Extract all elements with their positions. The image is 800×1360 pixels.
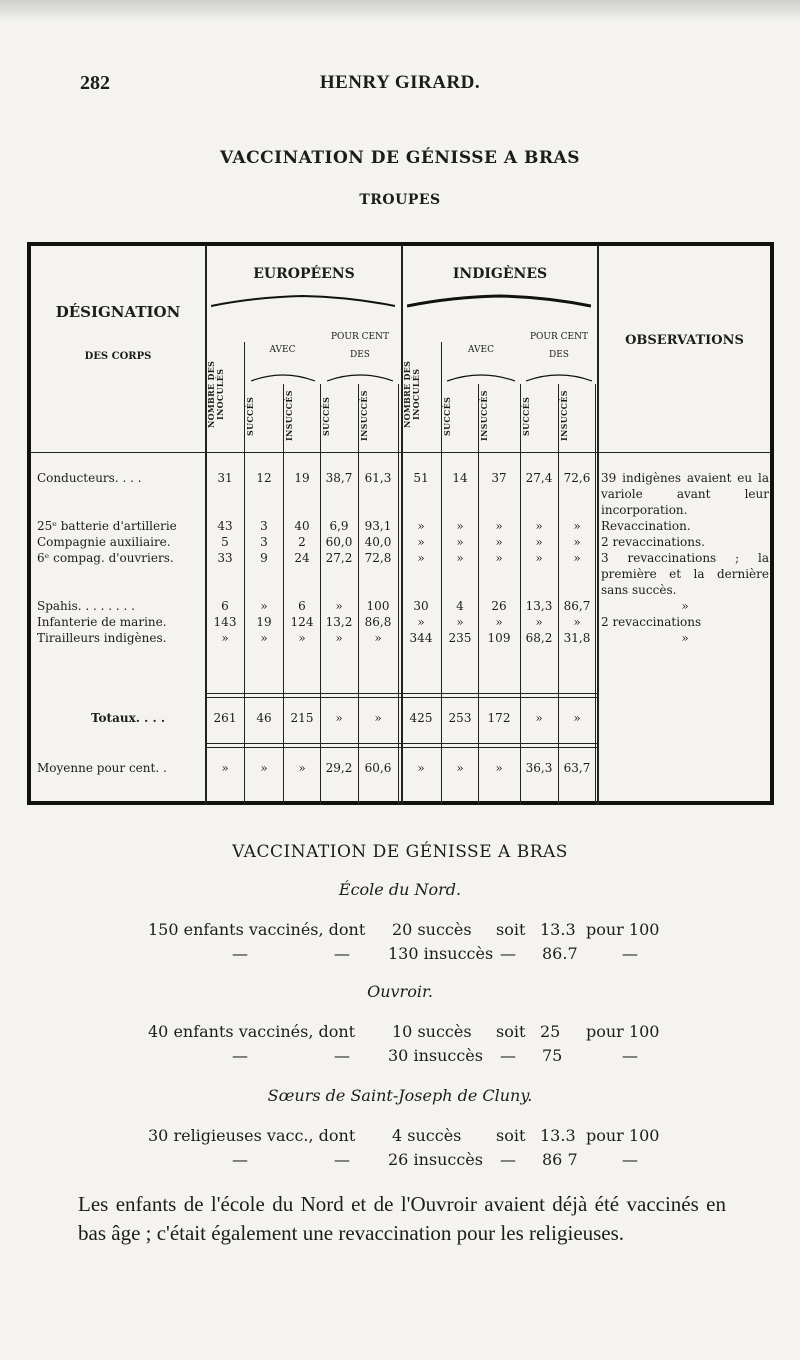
eu-insucces-header: INSUCCÈS <box>284 390 294 442</box>
eu-pourcent-header: POUR CENT DES <box>331 332 389 360</box>
table-cell: 86,7 <box>563 599 591 613</box>
stat-line-1-part: pour 100 <box>586 920 660 939</box>
table-cell: » <box>417 761 425 775</box>
table-cell: 12 <box>256 471 272 485</box>
table-cell: » <box>298 761 306 775</box>
eu-avec-header: AVEC <box>269 345 296 355</box>
row-label: Tirailleurs indigènes. <box>37 631 167 645</box>
in-avec-brace <box>447 374 515 382</box>
stat-line-2-part: 75 <box>542 1046 563 1065</box>
table-cell: » <box>221 761 229 775</box>
stat-line-1-part: pour 100 <box>586 1126 660 1145</box>
row-label: Totaux. . . . <box>91 711 165 725</box>
stat-line-1-part: 25 <box>540 1022 561 1041</box>
table-cell: 72,8 <box>364 551 392 565</box>
stat-line-2-part: — <box>334 1150 350 1169</box>
stat-line-1-part: 13.3 <box>540 920 576 939</box>
eu-pc-insucces-header: INSUCCÈS <box>359 390 369 442</box>
table-cell: » <box>495 519 503 533</box>
table-cell: 9 <box>260 551 268 565</box>
europeens-brace <box>211 294 395 308</box>
table-cell: 93,1 <box>364 519 392 533</box>
stat-line-1-part: soit <box>496 1126 526 1145</box>
stat-line-1-part: 13.3 <box>540 1126 576 1145</box>
table-cell: » <box>335 631 343 645</box>
eu-avec-brace <box>251 374 315 382</box>
table-cell: 143 <box>213 615 237 629</box>
stat-line-2-part: — <box>232 1046 248 1065</box>
table-cell: » <box>417 519 425 533</box>
table-cell: 30 <box>413 599 429 613</box>
obs-tirailleurs: » <box>681 631 689 645</box>
table-cell: 51 <box>413 471 429 485</box>
table-cell: 253 <box>448 711 472 725</box>
closing-paragraph: Les enfants de l'école du Nord et de l'Ouvroir avaient déjà été vaccinés en bas âge ; c'était également une revaccination pour les religieuses. <box>78 1192 726 1245</box>
in-avec-header: AVEC <box>467 345 494 355</box>
table-cell: 3 <box>260 535 268 549</box>
table-cell: 13,3 <box>525 599 553 613</box>
school-name: Ouvroir. <box>367 982 433 1001</box>
stat-line-1-part: soit <box>496 920 526 939</box>
stat-line-1-part: pour 100 <box>586 1022 660 1041</box>
table-cell: 6 <box>221 599 229 613</box>
table-cell: » <box>573 711 581 725</box>
stat-line-2-part: 30 insuccès <box>388 1046 483 1065</box>
stat-line-2-part: — <box>622 944 638 963</box>
stat-line-1-part: 150 enfants vaccinés, dont <box>148 920 366 939</box>
designation-subheader: DES CORPS <box>84 351 152 362</box>
table-cell: 63,7 <box>563 761 591 775</box>
stat-line-2-part: — <box>232 944 248 963</box>
table-cell: » <box>456 761 464 775</box>
vaccination-table <box>27 242 774 805</box>
table-cell: 36,3 <box>525 761 553 775</box>
in-pc-insucces-header: INSUCCÈS <box>559 390 569 442</box>
obs-batterie: Revaccination. <box>601 519 691 533</box>
in-pc-succes-header: SUCCÈS <box>521 396 531 436</box>
designation-header: DÉSIGNATION <box>55 303 181 321</box>
table-cell: » <box>417 615 425 629</box>
table-cell: 261 <box>213 711 237 725</box>
stat-line-2-part: — <box>500 944 516 963</box>
obs-conducteurs: 39 indigènes avaient eu la variole avant leur incorporation. <box>601 471 769 517</box>
school-name: École du Nord. <box>338 880 462 899</box>
in-insucces-header: INSUCCÈS <box>479 390 489 442</box>
table-cell: » <box>573 551 581 565</box>
row-label: 25ᵉ batterie d'artillerie <box>37 519 177 533</box>
table-cell: 31 <box>217 471 233 485</box>
stat-line-2-part: 86 7 <box>542 1150 578 1169</box>
table-cell: » <box>260 761 268 775</box>
second-title: VACCINATION DE GÉNISSE A BRAS <box>232 842 568 862</box>
table-cell: 4 <box>456 599 464 613</box>
table-cell: » <box>535 615 543 629</box>
page-number: 282 <box>80 72 110 94</box>
table-cell: 100 <box>366 599 390 613</box>
table-cell: » <box>495 761 503 775</box>
stat-line-2-part: — <box>334 1046 350 1065</box>
table-cell: 33 <box>217 551 233 565</box>
table-cell: » <box>374 711 382 725</box>
table-cell: » <box>374 631 382 645</box>
table-cell: » <box>260 631 268 645</box>
table-cell: 6 <box>298 599 306 613</box>
school-name: Sœurs de Saint-Joseph de Cluny. <box>267 1086 533 1105</box>
table-subtitle: TROUPES <box>359 192 441 208</box>
table-cell: » <box>221 631 229 645</box>
indigenes-brace <box>407 294 591 308</box>
indigenes-header: INDIGÈNES <box>452 266 548 282</box>
table-cell: » <box>495 535 503 549</box>
table-cell: » <box>573 535 581 549</box>
table-cell: 235 <box>448 631 472 645</box>
table-cell: 29,2 <box>325 761 353 775</box>
table-cell: 24 <box>294 551 310 565</box>
table-cell: 2 <box>298 535 306 549</box>
eu-pc-succes-header: SUCCÈS <box>321 396 331 436</box>
eu-pourcent-brace <box>327 374 393 382</box>
row-label: 6ᵉ compag. d'ouvriers. <box>37 551 174 565</box>
table-cell: » <box>456 615 464 629</box>
stat-line-2-part: — <box>622 1150 638 1169</box>
stat-line-2-part: 86.7 <box>542 944 578 963</box>
table-cell: 109 <box>487 631 511 645</box>
table-cell: 14 <box>452 471 468 485</box>
table-cell: 13,2 <box>325 615 353 629</box>
table-cell: 344 <box>409 631 433 645</box>
scan-edge <box>0 0 800 22</box>
obs-infanterie: 2 revaccinations <box>601 615 702 629</box>
row-label: Moyenne pour cent. . <box>37 761 167 775</box>
table-cell: 425 <box>409 711 433 725</box>
stat-line-2-part: — <box>622 1046 638 1065</box>
table-cell: 31,8 <box>563 631 591 645</box>
table-cell: 3 <box>260 519 268 533</box>
table-cell: » <box>298 631 306 645</box>
table-cell: 40 <box>294 519 310 533</box>
stat-line-2-part: — <box>334 944 350 963</box>
table-cell: 19 <box>256 615 272 629</box>
table-cell: 61,3 <box>364 471 392 485</box>
table-cell: 19 <box>294 471 310 485</box>
row-label: Conducteurs. . . . <box>37 471 142 485</box>
running-head: HENRY GIRARD. <box>319 72 481 93</box>
table-cell: 27,2 <box>325 551 353 565</box>
in-pourcent-header: POUR CENT DES <box>530 332 588 360</box>
table-cell: 27,4 <box>525 471 553 485</box>
table-cell: » <box>535 711 543 725</box>
in-nombre-header: NOMBRE DES INOCULÉS <box>402 360 421 428</box>
table-cell: » <box>535 551 543 565</box>
table-title: VACCINATION DE GÉNISSE A BRAS <box>220 148 580 168</box>
stat-line-1-part: 30 religieuses vacc., dont <box>148 1126 356 1145</box>
table-cell: 72,6 <box>563 471 591 485</box>
eu-succes-header: SUCCÈS <box>245 396 255 436</box>
stat-line-1-part: 20 succès <box>392 920 472 939</box>
table-cell: 124 <box>290 615 314 629</box>
table-cell: 60,6 <box>364 761 392 775</box>
table-cell: » <box>535 535 543 549</box>
table-cell: » <box>456 519 464 533</box>
stat-line-2-part: — <box>232 1150 248 1169</box>
table-cell: 215 <box>290 711 314 725</box>
table-cell: » <box>535 519 543 533</box>
table-cell: » <box>573 615 581 629</box>
table-cell: 172 <box>487 711 511 725</box>
europeens-header: EUROPÉENS <box>253 266 355 282</box>
table-cell: » <box>495 551 503 565</box>
table-cell: 38,7 <box>325 471 353 485</box>
table-cell: » <box>573 519 581 533</box>
stat-line-1-part: 4 succès <box>392 1126 462 1145</box>
stat-line-1-part: 10 succès <box>392 1022 472 1041</box>
row-label: Infanterie de marine. <box>37 615 167 629</box>
table-cell: » <box>456 551 464 565</box>
table-cell: » <box>417 551 425 565</box>
eu-nombre-header: NOMBRE DES INOCULÉS <box>206 360 225 428</box>
table-cell: » <box>335 711 343 725</box>
table-cell: 6,9 <box>329 519 349 533</box>
table-cell: 60,0 <box>325 535 353 549</box>
stat-line-2-part: 130 insuccès <box>388 944 494 963</box>
stat-line-1-part: 40 enfants vaccinés, dont <box>148 1022 356 1041</box>
table-cell: 37 <box>491 471 507 485</box>
table-cell: 68,2 <box>525 631 553 645</box>
obs-ouvriers: 3 revaccinations ; la première et la dernière sans succès. <box>601 551 769 597</box>
table-cell: 46 <box>256 711 272 725</box>
table-cell: 40,0 <box>364 535 392 549</box>
stat-line-2-part: — <box>500 1046 516 1065</box>
table-cell: » <box>417 535 425 549</box>
stat-line-1-part: soit <box>496 1022 526 1041</box>
obs-spahis: » <box>681 599 689 613</box>
table-cell: 43 <box>217 519 233 533</box>
row-label: Spahis. . . . . . . . <box>37 599 135 613</box>
row-label: Compagnie auxiliaire. <box>37 535 171 549</box>
table-cell: » <box>456 535 464 549</box>
stat-line-2-part: 26 insuccès <box>388 1150 483 1169</box>
in-pourcent-brace <box>526 374 592 382</box>
table-cell: » <box>260 599 268 613</box>
table-cell: 26 <box>491 599 507 613</box>
in-succes-header: SUCCÈS <box>442 396 452 436</box>
stat-line-2-part: — <box>500 1150 516 1169</box>
table-cell: » <box>335 599 343 613</box>
table-cell: 5 <box>221 535 229 549</box>
observations-header: OBSERVATIONS <box>625 333 744 348</box>
table-cell: 86,8 <box>364 615 392 629</box>
obs-compagnie: 2 revaccinations. <box>601 535 705 549</box>
table-cell: » <box>495 615 503 629</box>
